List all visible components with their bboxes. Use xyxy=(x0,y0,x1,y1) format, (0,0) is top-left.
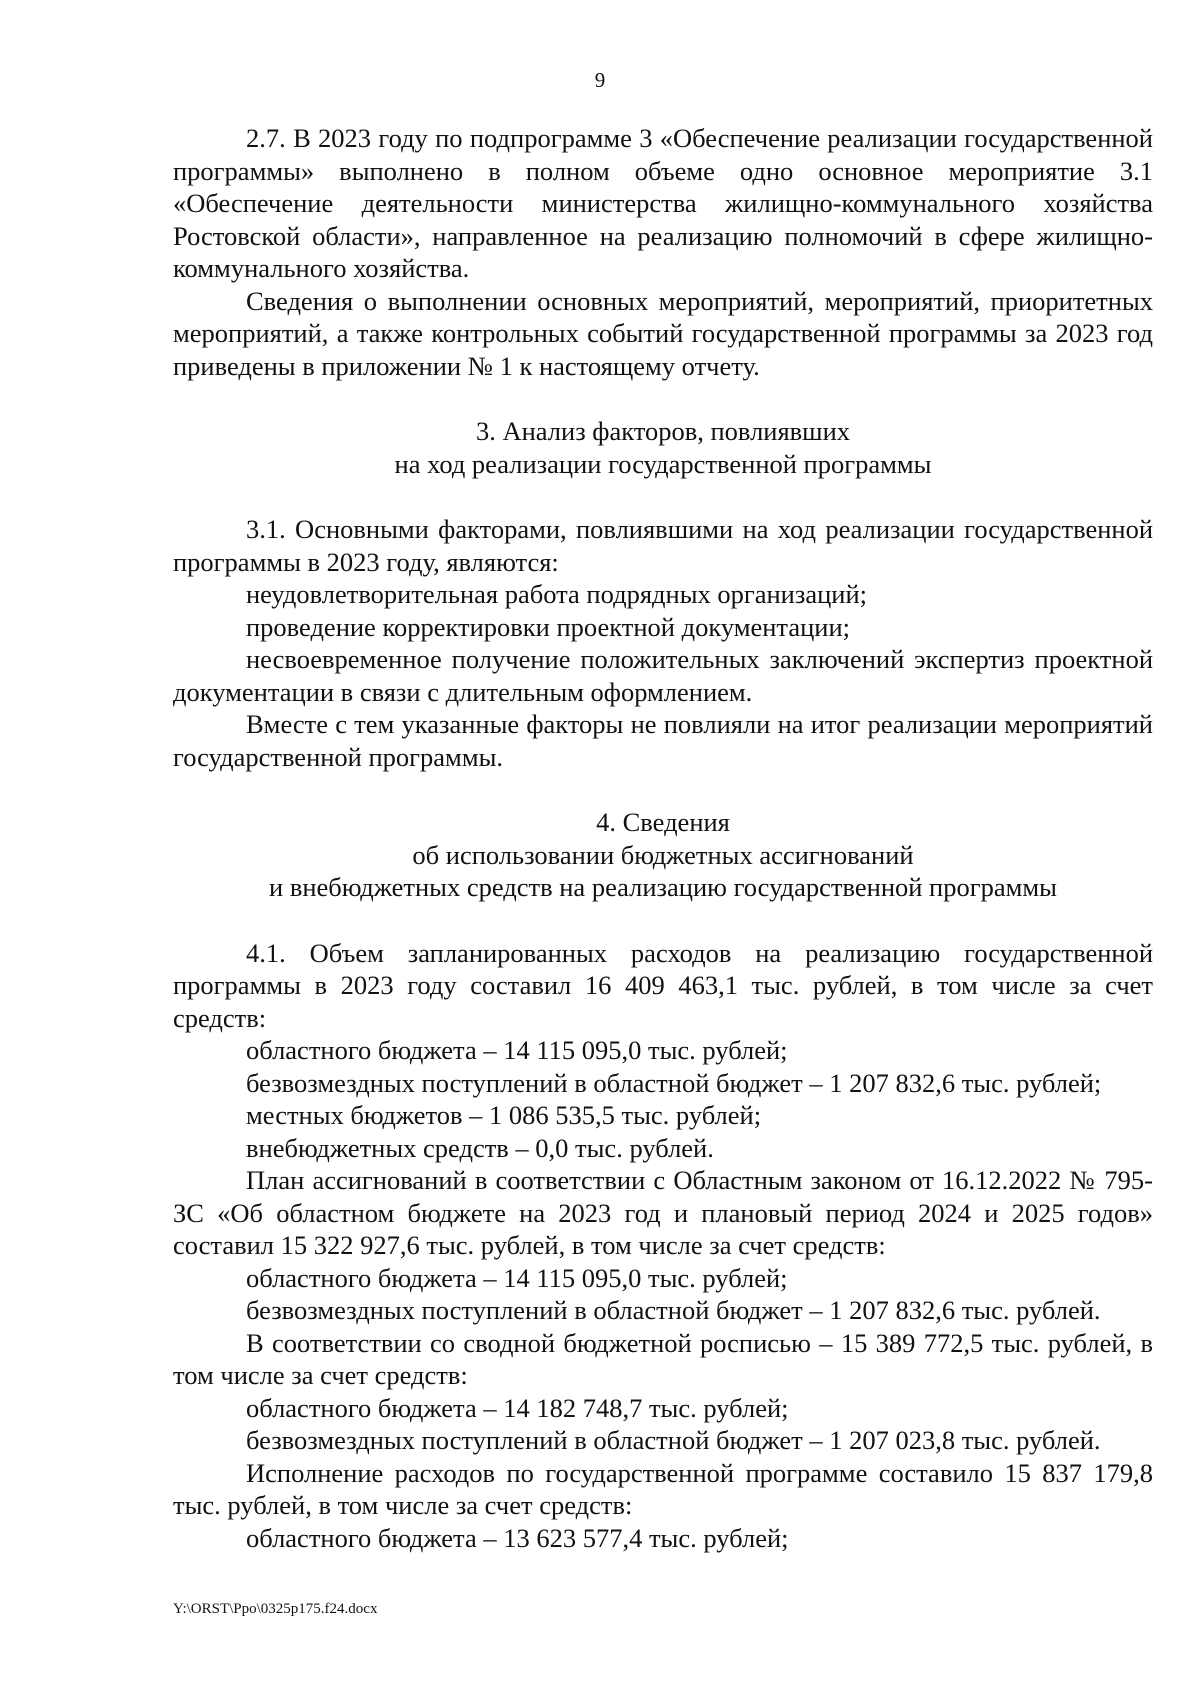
section-4-heading-line2: об использовании бюджетных ассигнований xyxy=(412,839,914,870)
list-item-roster-regional: областного бюджета – 14 182 748,7 тыс. рублей; xyxy=(246,1392,789,1423)
list-item-factor-3: несвоевременное получение положительных заключений экспертиз проектной документации в связи с длительным оформлением. xyxy=(173,644,1153,707)
section-4-heading-line1: 4. Сведения xyxy=(596,807,730,837)
paragraph-4-1: 4.1. Объем запланированных расходов на реализацию государственной программы в 2023 году составил 16 409 463,1 тыс. рублей, в том числе за счет средств: xyxy=(173,937,1153,1033)
list-item-factor-2: проведение корректировки проектной документации; xyxy=(246,611,851,642)
paragraph-3-1: 3.1. Основными факторами, повлиявшими на ход реализации государственной программы в 2023 году, являются: xyxy=(173,514,1153,577)
paragraph-info-appendix: Сведения о выполнении основных мероприятий, мероприятий, приоритетных мероприятий, а также контрольных событий государственной программы за 2023 год приведены в приложении № 1 к настоящему отчету. xyxy=(173,285,1153,381)
section-3-heading xyxy=(173,415,1153,480)
list-item-planned-extrabudget: внебюджетных средств – 0,0 тыс. рублей. xyxy=(246,1132,714,1163)
document-body xyxy=(173,122,1153,1554)
list-item-roster-grants: безвозмездных поступлений в областной бюджет – 1 207 023,8 тыс. рублей. xyxy=(246,1425,1101,1455)
section-3-heading-line1: 3. Анализ факторов, повлиявших xyxy=(475,416,851,446)
page-number: 9 xyxy=(594,68,606,92)
paragraph-execution: Исполнение расходов по государственной программе составило 15 837 179,8 тыс. рублей, в том числе за счет средств: xyxy=(173,1457,1153,1520)
list-item-factor-1: неудовлетворительная работа подрядных организаций; xyxy=(246,579,868,609)
section-4-heading xyxy=(173,806,1153,904)
section-4-heading-line3: и внебюджетных средств на реализацию государственной программы xyxy=(269,872,1057,902)
list-item-plan-regional: областного бюджета – 14 115 095,0 тыс. рублей; xyxy=(246,1262,788,1293)
paragraph-2-7: 2.7. В 2023 году по подпрограмме 3 «Обеспечение реализации государственной программы» выполнено в полном объеме одно основное мероприятие 3.1 «Обеспечение деятельности министерства жилищно-коммунального хозяйства Ростовской области», направленное на реализацию полномочий в сфере жилищно-коммунального хозяйства. xyxy=(173,123,1153,283)
list-item-planned-local: местных бюджетов – 1 086 535,5 тыс. рублей; xyxy=(246,1100,762,1130)
section-3-heading-line2: на ход реализации государственной программы xyxy=(394,448,932,479)
paragraph-plan-law: План ассигнований в соответствии с Областным законом от 16.12.2022 № 795-ЗС «Об областном бюджете на 2023 год и плановый период 2024 и 2025 годов» составил 15 322 927,6 тыс. рублей, в том числе за счет средств: xyxy=(173,1165,1153,1260)
paragraph-factors-conclusion: Вместе с тем указанные факторы не повлияли на итог реализации мероприятий государственной программы. xyxy=(173,709,1153,772)
list-item-planned-regional: областного бюджета – 14 115 095,0 тыс. рублей; xyxy=(246,1035,788,1065)
footer-file-path: Y:\ORST\Ppo\0325p175.f24.docx xyxy=(173,1601,378,1617)
list-item-execution-regional: областного бюджета – 13 623 577,4 тыс. рублей; xyxy=(246,1522,789,1553)
list-item-plan-grants: безвозмездных поступлений в областной бюджет – 1 207 832,6 тыс. рублей. xyxy=(246,1295,1101,1325)
paragraph-budget-roster: В соответствии со сводной бюджетной росписью – 15 389 772,5 тыс. рублей, в том числе за счет средств: xyxy=(173,1327,1153,1390)
list-item-planned-grants: безвозмездных поступлений в областной бюджет – 1 207 832,6 тыс. рублей; xyxy=(246,1067,1102,1098)
